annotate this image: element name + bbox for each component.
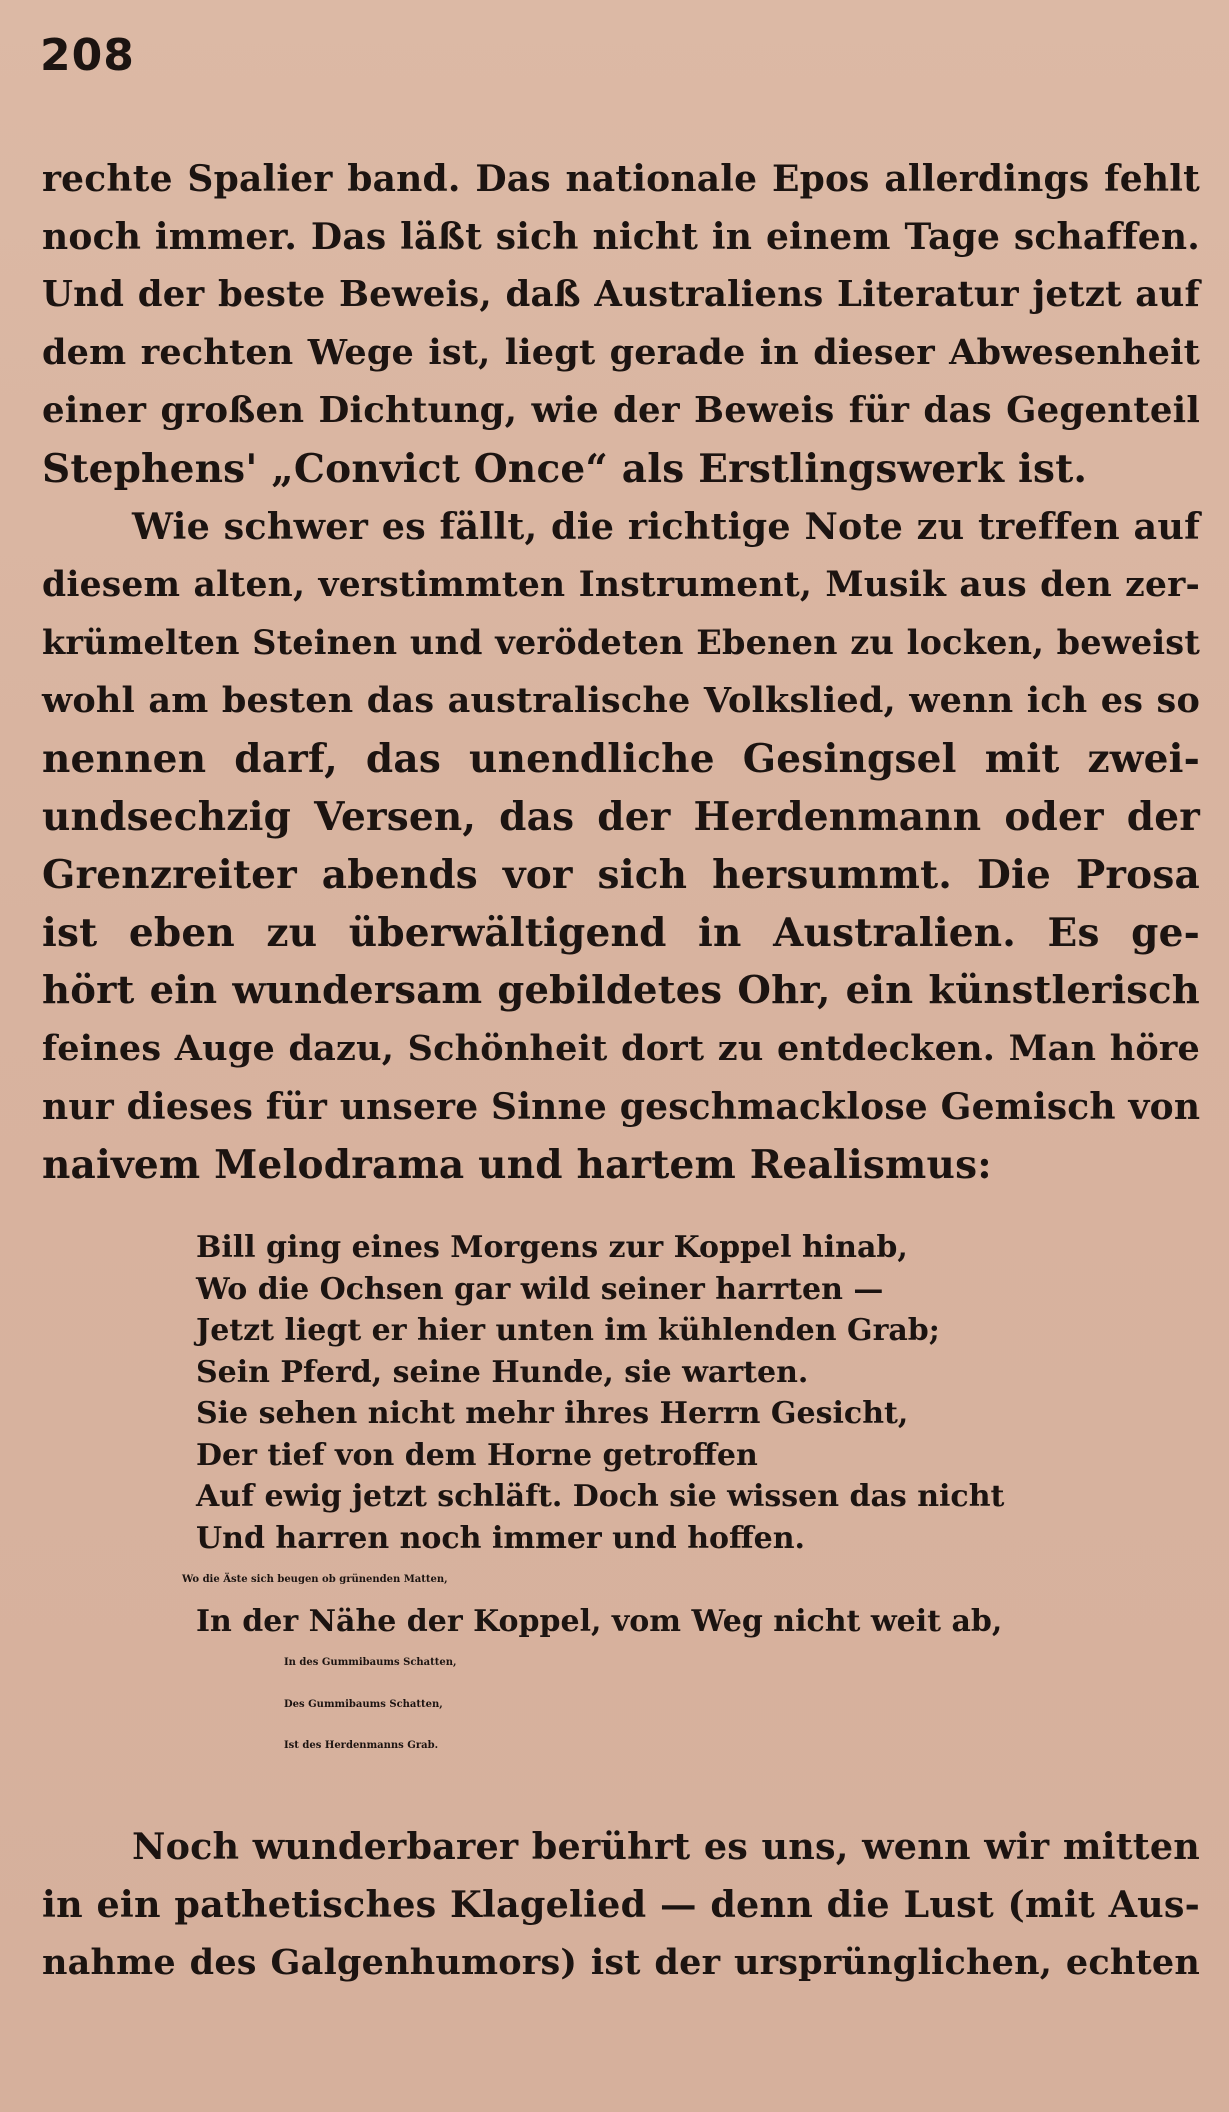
- text-line: hört ein wundersam gebildetes Ohr, ein künstlerisch: [42, 968, 1200, 1013]
- poem-line: Der tief von dem Horne getroffen: [196, 1437, 758, 1473]
- poem-line: Bill ging eines Morgens zur Koppel hinab,: [196, 1230, 908, 1265]
- poem-line: Ist des Herdenmanns Grab.: [284, 1740, 439, 1751]
- text-line: Grenzreiter abends vor sich hersummt. Die Prosa: [42, 852, 1200, 898]
- paragraph-3: [42, 1818, 1200, 1992]
- text-line: Noch wunderbarer berührt es uns, wenn wir mitten: [132, 1825, 1200, 1868]
- text-line: naivem Melodrama und hartem Realismus:: [42, 1142, 992, 1188]
- text-line: rechte Spalier band. Das nationale Epos allerdings fehlt: [42, 158, 1200, 200]
- page-number: 208: [40, 30, 135, 81]
- poem-line: Jetzt liegt er hier unten im kühlenden Grab;: [196, 1313, 940, 1348]
- text-line: wohl am besten das australische Volkslied, wenn ich es so: [42, 680, 1200, 721]
- poem-line: In der Nähe der Koppel, vom Weg nicht weit ab,: [196, 1603, 1003, 1639]
- poem-line: Wo die Äste sich beugen ob grünenden Matten,: [182, 1574, 448, 1585]
- poem-line: Und harren noch immer und hoffen.: [196, 1520, 805, 1556]
- text-line: krümelten Steinen und verödeten Ebenen zu locken, beweist: [42, 623, 1200, 662]
- paragraph-1: [42, 150, 1200, 498]
- text-line: ist eben zu überwältigend in Australien. Es ge-: [42, 910, 1200, 956]
- text-line: undsechzig Versen, das der Herdenmann oder der: [42, 794, 1200, 840]
- text-line: dem rechten Wege ist, liegt gerade in dieser Abwesenheit: [42, 332, 1200, 373]
- text-line: diesem alten, verstimmten Instrument, Musik aus den zer-: [42, 565, 1200, 605]
- text-line: in ein pathetisches Klagelied — denn die Lust (mit Aus-: [42, 1883, 1200, 1926]
- text-line: nahme des Galgenhumors) ist der ursprünglichen, echten: [42, 1942, 1200, 1983]
- paragraph-2: [42, 498, 1200, 1194]
- text-line: einer großen Dichtung, wie der Beweis für das Gegenteil: [42, 390, 1200, 431]
- poem-line: Wo die Ochsen gar wild seiner harrten —: [196, 1271, 884, 1307]
- poem-line: Sein Pferd, seine Hunde, sie warten.: [196, 1354, 809, 1390]
- poem-line: In des Gummibaums Schatten,: [284, 1657, 457, 1668]
- text-line: nennen darf, das unendliche Gesingsel mit zwei-: [42, 736, 1200, 782]
- poem-line: Des Gummibaums Schatten,: [284, 1698, 443, 1710]
- text-line: nur dieses für unsere Sinne geschmacklose Gemisch von: [42, 1086, 1201, 1128]
- poem-line: Auf ewig jetzt schläft. Doch sie wissen das nicht: [196, 1479, 1005, 1514]
- poem: [182, 1227, 1146, 1767]
- text-line: noch immer. Das läßt sich nicht in einem Tage schaffen.: [42, 216, 1200, 258]
- text-line: Stephens' „Convict Once“ als Erstlingswerk ist.: [42, 446, 1088, 492]
- text-line: Wie schwer es fällt, die richtige Note zu treffen auf: [132, 505, 1200, 548]
- text-line: feines Auge dazu, Schönheit dort zu entdecken. Man höre: [42, 1028, 1200, 1069]
- poem-line: Sie sehen nicht mehr ihres Herrn Gesicht,: [196, 1396, 909, 1431]
- text-line: Und der beste Beweis, daß Australiens Literatur jetzt auf: [42, 274, 1200, 315]
